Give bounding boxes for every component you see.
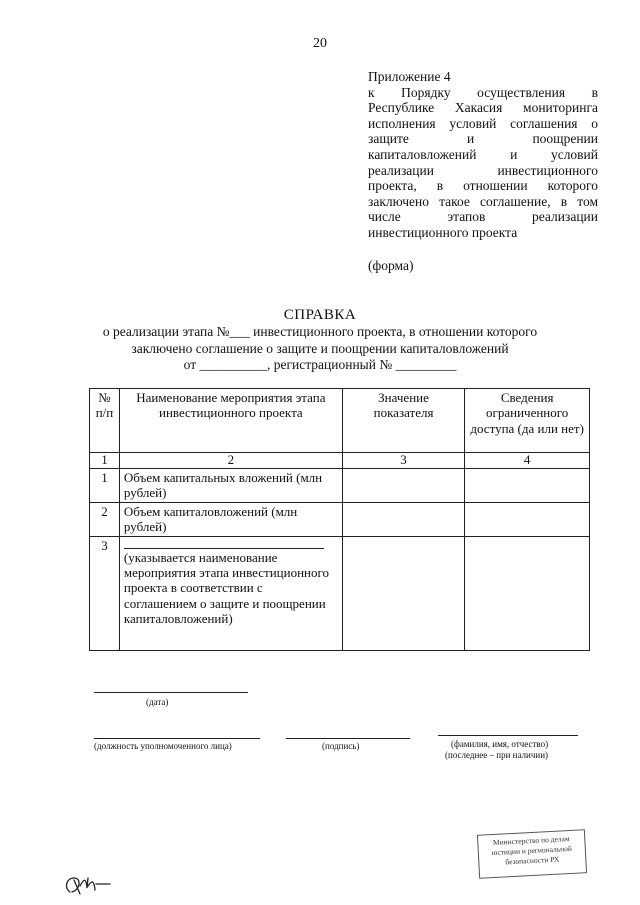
row-value (342, 502, 465, 536)
row-name: (указывается наименование мероприятия этапа инвестиционного проекта в соответствии с соглашением о защите и поощрении капиталовложений) (123, 549, 329, 627)
appendix-line: Республике Хакасия мониторинга (368, 100, 598, 116)
row-restricted (465, 502, 590, 536)
column-number: 3 (342, 453, 465, 469)
appendix-line: к Порядку осуществления в (368, 84, 598, 100)
table-row (90, 469, 590, 503)
report-table (89, 388, 590, 651)
row-value (342, 536, 465, 650)
column-number: 4 (465, 453, 590, 469)
appendix-line: исполнения условий соглашения о (368, 115, 598, 131)
position-line (94, 738, 260, 739)
row-number: 1 (90, 469, 120, 503)
column-number: 1 (90, 453, 120, 469)
stamp-line: юстиции и региональной (491, 843, 573, 858)
row-name-cell (119, 536, 342, 650)
appendix-line: заключено такое соглашение, в том (368, 193, 598, 209)
fill-in-line (124, 538, 324, 549)
date-line (94, 692, 248, 693)
header-cell-value: Значение показателя (342, 389, 465, 453)
name-line (438, 735, 578, 736)
row-restricted (465, 536, 590, 650)
row-number: 3 (90, 536, 120, 650)
name-caption-note: (последнее – при наличии) (445, 750, 549, 760)
row-name: Объем капиталовложений (млн рублей) (119, 502, 342, 536)
stamp-line: безопасности РХ (505, 854, 560, 867)
appendix-line: капиталовложений и условий (368, 146, 598, 162)
page-number: 20 (313, 36, 327, 51)
position-caption: (должность уполномоченного лица) (94, 741, 232, 751)
appendix-line: проекта, в отношении которого (368, 178, 598, 194)
appendix-block (368, 69, 598, 273)
signature-line (286, 738, 410, 739)
subheading-line: о реализации этапа №___ инвестиционного проекта, в отношении которого (102, 324, 538, 339)
appendix-line: реализации инвестиционного (368, 162, 598, 178)
column-number-row (90, 453, 590, 469)
column-number: 2 (119, 453, 342, 469)
row-name: Объем капитальных вложений (млн рублей) (119, 469, 342, 503)
form-label: (форма) (368, 257, 414, 273)
header-cell-name: Наименование мероприятия этапа инвестиционного проекта (119, 389, 342, 453)
appendix-line: инвестиционного проекта (368, 224, 518, 240)
signature-caption: (подпись) (322, 741, 360, 751)
table-row (90, 502, 590, 536)
date-caption: (дата) (146, 697, 169, 707)
appendix-line: числе этапов реализации (368, 209, 598, 225)
subheading-line: заключено соглашение о защите и поощрении капиталовложений (131, 340, 509, 356)
subheading-line: от __________, регистрационный № _________ (183, 357, 457, 373)
header-cell-restricted: Сведения ограниченного доступа (да или нет) (465, 389, 590, 453)
table-row (90, 536, 590, 650)
document-subheading (90, 324, 550, 374)
appendix-title: Приложение 4 (368, 69, 451, 84)
stamp-line: Министерство по делам (492, 834, 570, 848)
row-restricted (465, 469, 590, 503)
document-heading: СПРАВКА (283, 307, 357, 323)
handwritten-initials (60, 868, 120, 900)
appendix-line: защите и поощрении (368, 131, 598, 147)
header-cell-number: № п/п (90, 389, 120, 453)
name-caption: (фамилия, имя, отчество) (451, 739, 549, 749)
row-value (342, 469, 465, 503)
row-number: 2 (90, 502, 120, 536)
registration-stamp (477, 829, 587, 879)
table-header-row (90, 389, 590, 453)
